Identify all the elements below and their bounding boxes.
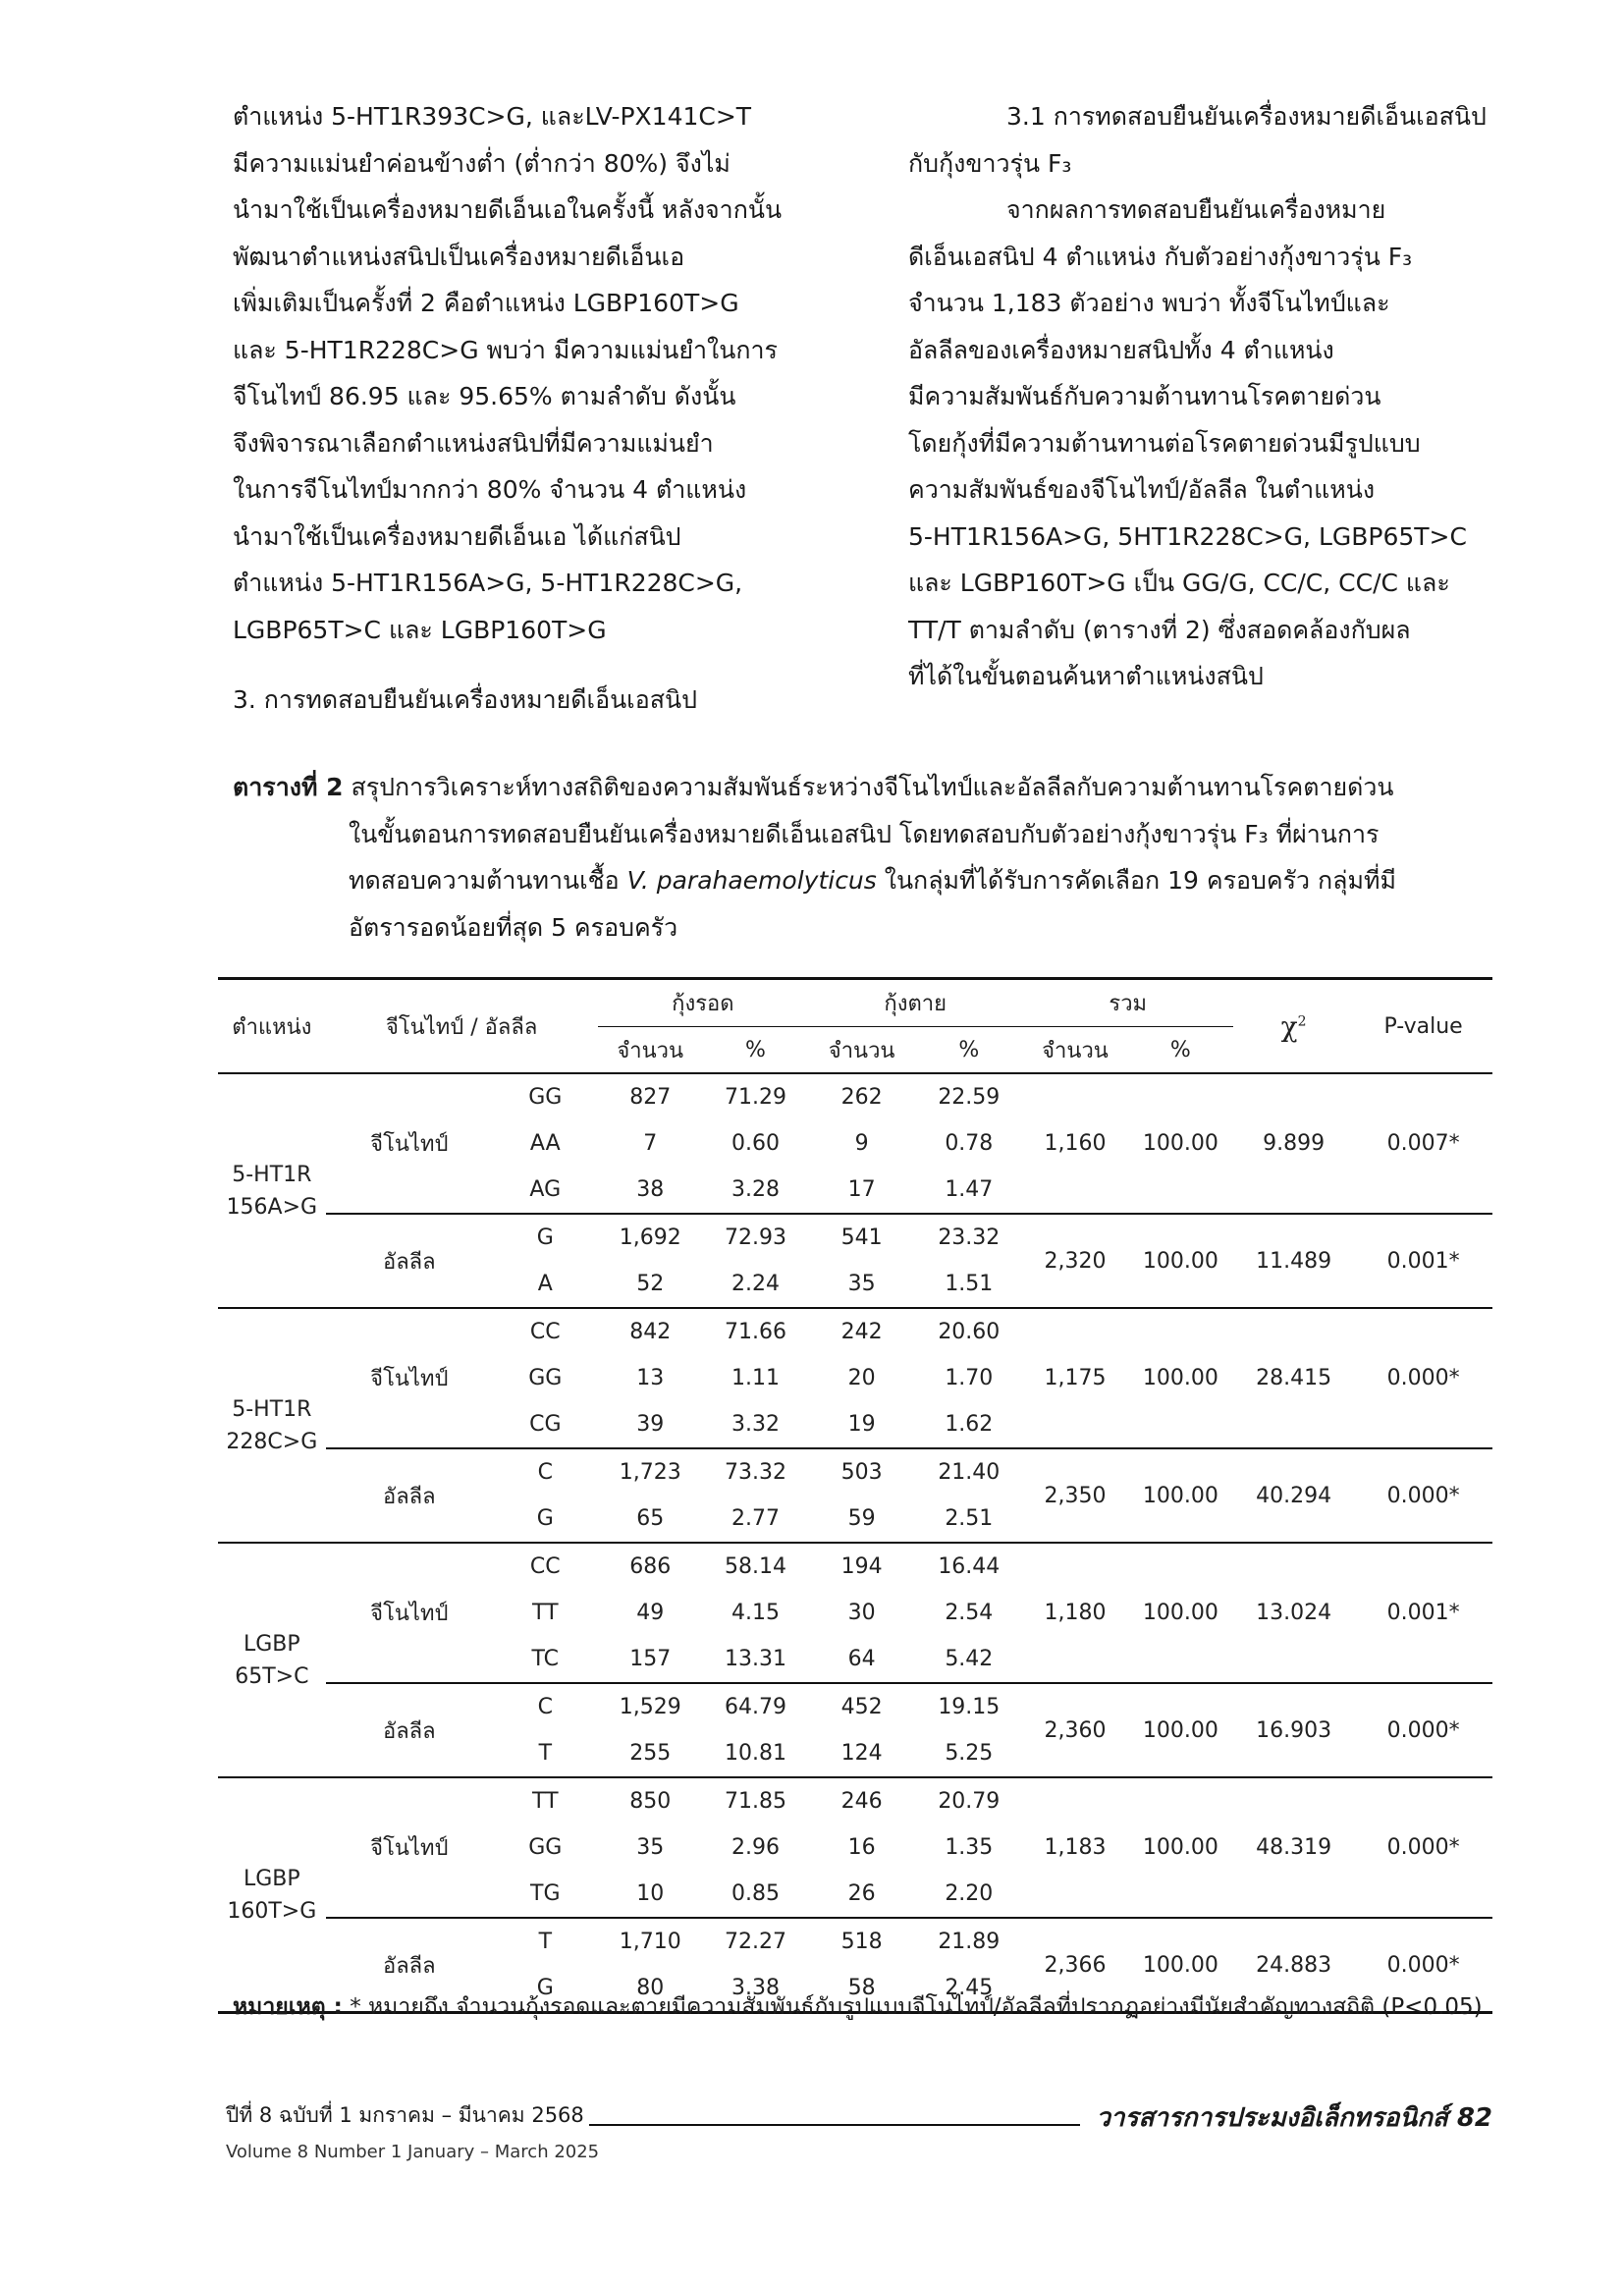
right-text-line: ดีเอ็นเอสนิป 4 ตำแหน่ง กับตัวอย่างกุ้งขาวรุ่น F₃ [908, 242, 1413, 271]
position-variant: 228C>G [226, 1429, 318, 1454]
survived-percent: 3.32 [703, 1401, 808, 1448]
total-percent: 100.00 [1128, 1448, 1233, 1543]
total-percent: 100.00 [1128, 1777, 1233, 1918]
dead-count: 242 [840, 1320, 883, 1344]
dead-percent: 2.45 [915, 1965, 1022, 2013]
table-caption [233, 764, 1492, 951]
type-cell: อัลลีล [326, 1918, 493, 2013]
code-cell: CC [529, 1320, 561, 1344]
dead-count: 541 [840, 1225, 883, 1250]
survived-percent: 71.29 [724, 1085, 786, 1110]
section-3-1-heading-cont: กับกุ้งขาวรุ่น F₃ [908, 148, 1072, 178]
total-count: 2,366 [1022, 1918, 1127, 2013]
chi-square-value: 48.319 [1233, 1777, 1354, 1918]
p-value: 0.000* [1354, 1448, 1492, 1543]
dead-percent: 19.15 [938, 1695, 1001, 1719]
footer-english-issue: Volume 8 Number 1 January – March 2025 [226, 2142, 600, 2162]
table-row [218, 1918, 1492, 1965]
footer-thai-issue: ปีที่ 8 ฉบับที่ 1 มกราคม – มีนาคม 2568 [226, 2103, 584, 2127]
left-text-line: ในการจีโนไทป์มากกว่า 80% จำนวน 4 ตำแหน่ง [233, 475, 747, 504]
code-cell: GG [528, 1366, 563, 1390]
table-note [233, 1989, 1483, 2025]
header-dead-percent: % [915, 1027, 1022, 1074]
p-value: 0.007* [1354, 1073, 1492, 1214]
dead-count: 64 [808, 1636, 915, 1683]
caption-line-1: สรุปการวิเคราะห์ทางสถิติของความสัมพันธ์ระหว่างจีโนไทป์และอัลลีลกับความต้านทานโรคตายด่วน [351, 773, 1394, 801]
right-text-line: มีความสัมพันธ์กับความต้านทานโรคตายด่วน [908, 382, 1381, 410]
code-cell: G [493, 1496, 598, 1543]
right-text-line: จำนวน 1,183 ตัวอย่าง พบว่า ทั้งจีโนไทป์และ [908, 289, 1390, 317]
left-text-line: ตำแหน่ง 5-HT1R156A>G, 5-HT1R228C>G, [233, 569, 743, 597]
header-p-value: P-value [1354, 979, 1492, 1074]
code-cell: CC [529, 1554, 561, 1579]
dead-percent: 5.42 [915, 1636, 1022, 1683]
position-variant: 65T>C [235, 1663, 309, 1689]
header-position: ตำแหน่ง [218, 979, 326, 1074]
note-text: * หมายถึง จำนวนกุ้งรอดและตายมีความสัมพันธ์กับรูปแบบจีโนไทป์/อัลลีลที่ปรากฏอย่างมีนัยสำคัญทางสถิติ (P<0.05) [350, 1994, 1483, 2020]
type-cell: จีโนไทป์ [326, 1073, 493, 1214]
total-percent: 100.00 [1128, 1308, 1233, 1448]
header-survived-percent: % [703, 1027, 808, 1074]
left-text-line: นำมาใช้เป็นเครื่องหมายดีเอ็นเอ ได้แก่สนิป [233, 521, 681, 551]
survived-percent: 4.15 [731, 1601, 780, 1625]
table-row [218, 1073, 1492, 1120]
dead-count: 246 [840, 1789, 883, 1814]
total-count: 1,183 [1022, 1777, 1127, 1918]
code-cell: TT [532, 1789, 559, 1814]
chi-square-value: 28.415 [1233, 1308, 1354, 1448]
left-text-line: เพิ่มเติมเป็นครั้งที่ 2 คือตำแหน่ง LGBP160T>G [233, 289, 739, 317]
code-cell: TG [493, 1871, 598, 1918]
chi-square-value: 16.903 [1233, 1683, 1354, 1777]
dead-percent: 1.51 [915, 1261, 1022, 1308]
survived-percent: 2.77 [703, 1496, 808, 1543]
right-text-line: และ LGBP160T>G เป็น GG/G, CC/C, CC/C และ [908, 569, 1450, 597]
table-row [218, 1683, 1492, 1730]
dead-count: 194 [840, 1554, 883, 1579]
survived-count: 1,529 [619, 1695, 681, 1719]
chi-square-value: 24.883 [1233, 1918, 1354, 2013]
survived-percent: 73.32 [724, 1460, 786, 1485]
position-name: LGBP [244, 1631, 300, 1657]
dead-percent: 23.32 [938, 1225, 1001, 1250]
dead-percent: 2.20 [915, 1871, 1022, 1918]
survived-percent: 3.38 [703, 1965, 808, 2013]
code-cell: T [493, 1730, 598, 1777]
dead-count: 20 [847, 1366, 876, 1390]
position-name: 5-HT1R [232, 1396, 312, 1422]
survived-count: 1,692 [619, 1225, 681, 1250]
survived-count: 80 [598, 1965, 703, 2013]
dead-count: 58 [808, 1965, 915, 2013]
table-body [218, 1073, 1492, 2013]
survived-percent: 72.93 [724, 1225, 786, 1250]
total-percent: 100.00 [1128, 1918, 1233, 2013]
survived-count: 827 [629, 1085, 672, 1110]
header-total: รวม [1022, 979, 1233, 1027]
results-table [218, 977, 1492, 2014]
code-cell: C [537, 1460, 553, 1485]
code-cell: G [536, 1225, 554, 1250]
left-text-line: ตำแหน่ง 5-HT1R393C>G, และLV-PX141C>T [233, 102, 752, 131]
note-label: หมายเหตุ : [233, 1994, 343, 2020]
survived-count: 7 [643, 1131, 658, 1156]
dead-count: 262 [840, 1085, 883, 1110]
dead-percent: 0.78 [945, 1131, 994, 1156]
survived-percent: 2.24 [703, 1261, 808, 1308]
header-survived: กุ้งรอด [598, 979, 808, 1027]
dead-percent: 5.25 [915, 1730, 1022, 1777]
dead-count: 19 [808, 1401, 915, 1448]
code-cell: T [538, 1930, 553, 1954]
dead-percent: 20.60 [938, 1320, 1001, 1344]
p-value: 0.000* [1354, 1683, 1492, 1777]
survived-count: 35 [636, 1835, 665, 1860]
caption-line-4: อัตรารอดน้อยที่สุด 5 ครอบครัว [349, 912, 678, 942]
survived-count: 10 [598, 1871, 703, 1918]
code-cell: GG [528, 1085, 563, 1110]
position-variant: 156A>G [226, 1194, 318, 1220]
caption-line-2: ในขั้นตอนการทดสอบยืนยันเครื่องหมายดีเอ็นเอสนิป โดยทดสอบกับตัวอย่างกุ้งขาวรุ่น F₃ ที่ผ่านการ [349, 819, 1380, 848]
p-value: 0.001* [1354, 1214, 1492, 1308]
dead-count: 124 [808, 1730, 915, 1777]
chi-square-value: 40.294 [1233, 1448, 1354, 1543]
left-text-line: จึงพิจารณาเลือกตำแหน่งสนิปที่มีความแม่นยำ [233, 428, 714, 458]
left-text-line: นำมาใช้เป็นเครื่องหมายดีเอ็นเอในครั้งนี้ หลังจากนั้น [233, 195, 783, 224]
type-cell: อัลลีล [326, 1214, 493, 1308]
left-text-line: จีโนไทป์ 86.95 และ 95.65% ตามลำดับ ดังนั้น [233, 382, 736, 410]
code-cell: A [493, 1261, 598, 1308]
code-cell: AG [493, 1167, 598, 1214]
survived-count: 38 [598, 1167, 703, 1214]
survived-count: 52 [598, 1261, 703, 1308]
header-chi-square: $\chi^2$ [1233, 979, 1354, 1074]
dead-count: 9 [854, 1131, 869, 1156]
dead-percent: 21.89 [938, 1930, 1001, 1954]
survived-percent: 64.79 [724, 1695, 786, 1719]
right-paragraph [908, 187, 1492, 700]
dead-count: 518 [840, 1930, 883, 1954]
chi-square-value: 11.489 [1233, 1214, 1354, 1308]
survived-count: 686 [629, 1554, 672, 1579]
survived-percent: 0.60 [731, 1131, 780, 1156]
footer-rule [589, 2124, 1080, 2126]
survived-count: 255 [598, 1730, 703, 1777]
table-row [218, 1777, 1492, 1824]
dead-count: 16 [847, 1835, 876, 1860]
dead-percent: 21.40 [938, 1460, 1001, 1485]
dead-percent: 22.59 [938, 1085, 1001, 1110]
survived-count: 1,723 [619, 1460, 681, 1485]
position-name: 5-HT1R [232, 1162, 312, 1187]
total-count: 1,160 [1022, 1073, 1127, 1214]
code-cell: TT [532, 1601, 559, 1625]
table-row [218, 1214, 1492, 1261]
dead-percent: 2.51 [915, 1496, 1022, 1543]
survived-percent: 58.14 [724, 1554, 786, 1579]
right-text-line: อัลลีลของเครื่องหมายสนิปทั้ง 4 ตำแหน่ง [908, 335, 1334, 364]
survived-count: 39 [598, 1401, 703, 1448]
survived-percent: 2.96 [731, 1835, 780, 1860]
right-text-line: โดยกุ้งที่มีความต้านทานต่อโรคตายด่วนมีรูปแบบ [908, 428, 1421, 458]
dead-count: 503 [840, 1460, 883, 1485]
dead-count: 30 [847, 1601, 876, 1625]
header-total-count: จำนวน [1022, 1027, 1127, 1074]
table-row [218, 1448, 1492, 1496]
survived-percent: 3.28 [703, 1167, 808, 1214]
right-text-line: จากผลการทดสอบยืนยันเครื่องหมาย [1006, 195, 1386, 224]
survived-percent: 0.85 [703, 1871, 808, 1918]
total-percent: 100.00 [1128, 1073, 1233, 1214]
left-text-line: LGBP65T>C และ LGBP160T>G [233, 615, 607, 644]
p-value: 0.001* [1354, 1543, 1492, 1683]
left-text-line: มีความแม่นยำค่อนข้างต่ำ (ต่ำกว่า 80%) จึงไม่ [233, 148, 731, 178]
dead-percent: 1.70 [945, 1366, 994, 1390]
header-dead-count: จำนวน [808, 1027, 915, 1074]
code-cell: AA [529, 1131, 561, 1156]
survived-count: 157 [598, 1636, 703, 1683]
code-cell: C [537, 1695, 553, 1719]
header-total-percent: % [1128, 1027, 1233, 1074]
header-survived-count: จำนวน [598, 1027, 703, 1074]
dead-percent: 1.47 [915, 1167, 1022, 1214]
code-cell: TC [493, 1636, 598, 1683]
type-cell: อัลลีล [326, 1683, 493, 1777]
type-cell: จีโนไทป์ [326, 1543, 493, 1683]
survived-percent: 72.27 [724, 1930, 786, 1954]
dead-count: 452 [840, 1695, 883, 1719]
left-text-line: และ 5-HT1R228C>G พบว่า มีความแม่นยำในการ [233, 335, 778, 364]
survived-percent: 13.31 [703, 1636, 808, 1683]
dead-percent: 2.54 [945, 1601, 994, 1625]
total-percent: 100.00 [1128, 1683, 1233, 1777]
dead-count: 35 [808, 1261, 915, 1308]
dead-percent: 20.79 [938, 1789, 1001, 1814]
caption-label: ตารางที่ 2 [233, 773, 344, 801]
survived-count: 1,710 [619, 1930, 681, 1954]
table-row [218, 1543, 1492, 1590]
survived-count: 13 [636, 1366, 665, 1390]
position-variant: 160T>G [227, 1898, 317, 1924]
chi-square-value: 9.899 [1233, 1073, 1354, 1214]
right-text-line: TT/T ตามลำดับ (ตารางที่ 2) ซึ่งสอดคล้องกับผล [908, 615, 1411, 644]
position-cell [218, 1777, 326, 2013]
total-percent: 100.00 [1128, 1214, 1233, 1308]
survived-count: 842 [629, 1320, 672, 1344]
code-cell: CG [493, 1401, 598, 1448]
left-column [233, 93, 817, 724]
position-cell [218, 1308, 326, 1543]
position-name: LGBP [244, 1866, 300, 1891]
dead-percent: 1.62 [915, 1401, 1022, 1448]
p-value: 0.000* [1354, 1777, 1492, 1918]
right-column [908, 93, 1492, 700]
total-count: 1,180 [1022, 1543, 1127, 1683]
code-cell: G [493, 1965, 598, 2013]
position-cell [218, 1543, 326, 1777]
chi-square-value: 13.024 [1233, 1543, 1354, 1683]
section-3-1-heading: 3.1 การทดสอบยืนยันเครื่องหมายดีเอ็นเอสนิป [1006, 102, 1487, 131]
survived-percent: 1.11 [731, 1366, 780, 1390]
left-text-line: พัฒนาตำแหน่งสนิปเป็นเครื่องหมายดีเอ็นเอ [233, 242, 685, 271]
type-cell: จีโนไทป์ [326, 1308, 493, 1448]
total-count: 2,350 [1022, 1448, 1127, 1543]
right-text-line: ที่ได้ในขั้นตอนค้นหาตำแหน่งสนิป [908, 662, 1264, 690]
dead-count: 59 [808, 1496, 915, 1543]
survived-percent: 71.85 [724, 1789, 786, 1814]
left-paragraph [233, 93, 817, 653]
header-genotype-allele: จีโนไทป์ / อัลลีล [326, 979, 598, 1074]
position-cell [218, 1073, 326, 1308]
dead-count: 26 [808, 1871, 915, 1918]
survived-count: 49 [636, 1601, 665, 1625]
footer-journal-page: วารสารการประมงอิเล็กทรอนิกส์ 82 [1096, 2103, 1492, 2133]
dead-count: 17 [808, 1167, 915, 1214]
survived-percent: 71.66 [724, 1320, 786, 1344]
total-percent: 100.00 [1128, 1543, 1233, 1683]
right-text-line: ความสัมพันธ์ของจีโนไทป์/อัลลีล ในตำแหน่ง [908, 475, 1376, 504]
right-text-line: 5-HT1R156A>G, 5HT1R228C>G, LGBP65T>C [908, 521, 1467, 551]
p-value: 0.000* [1354, 1918, 1492, 2013]
p-value: 0.000* [1354, 1308, 1492, 1448]
survived-count: 65 [598, 1496, 703, 1543]
code-cell: GG [528, 1835, 563, 1860]
total-count: 2,360 [1022, 1683, 1127, 1777]
dead-percent: 16.44 [938, 1554, 1001, 1579]
section-3-heading: 3. การทดสอบยืนยันเครื่องหมายดีเอ็นเอสนิป [233, 685, 697, 714]
dead-percent: 1.35 [945, 1835, 994, 1860]
type-cell: อัลลีล [326, 1448, 493, 1543]
survived-count: 850 [629, 1789, 672, 1814]
caption-line-3: ทดสอบความต้านทานเชื้อ V. parahaemolyticus ในกลุ่มที่ได้รับการคัดเลือก 19 ครอบครัว กลุ่มที่มี [349, 866, 1396, 895]
total-count: 2,320 [1022, 1214, 1127, 1308]
table-row [218, 1308, 1492, 1355]
total-count: 1,175 [1022, 1308, 1127, 1448]
survived-percent: 10.81 [703, 1730, 808, 1777]
header-dead: กุ้งตาย [808, 979, 1022, 1027]
type-cell: จีโนไทป์ [326, 1777, 493, 1918]
